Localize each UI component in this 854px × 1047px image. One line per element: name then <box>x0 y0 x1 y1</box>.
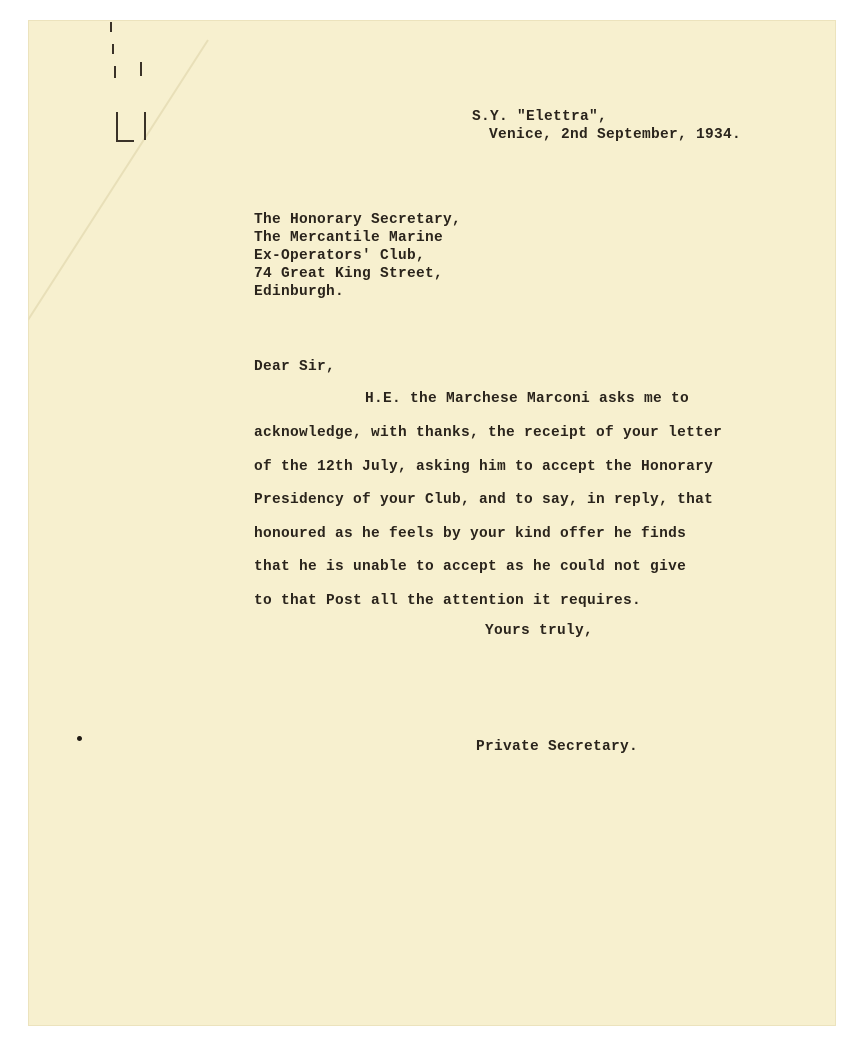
letter-paper <box>28 20 836 1026</box>
recipient-line-1: The Honorary Secretary, <box>254 212 462 228</box>
recipient-line-2: The Mercantile Marine <box>254 230 444 246</box>
recipient-line-4: 74 Great King Street, <box>254 266 444 282</box>
signature-title: Private Secretary. <box>476 739 639 755</box>
closing: Yours truly, <box>485 623 594 639</box>
body-line-6: that he is unable to accept as he could not give <box>254 559 687 575</box>
body-line-2: acknowledge, with thanks, the receipt of your letter <box>254 425 723 441</box>
recipient-line-5: Edinburgh. <box>254 284 345 300</box>
sender-location: S.Y. "Elettra", <box>472 109 608 125</box>
body-line-1: H.E. the Marchese Marconi asks me to <box>365 391 690 407</box>
body-line-5: honoured as he feels by your kind offer he finds <box>254 526 687 542</box>
body-line-7: to that Post all the attention it requires. <box>254 593 642 609</box>
body-line-3: of the 12th July, asking him to accept the Honorary <box>254 459 714 475</box>
salutation: Dear Sir, <box>254 359 336 375</box>
body-line-4: Presidency of your Club, and to say, in reply, that <box>254 492 714 508</box>
stray-ink-dot <box>77 736 82 741</box>
letter-date: Venice, 2nd September, 1934. <box>489 127 742 143</box>
recipient-line-3: Ex-Operators' Club, <box>254 248 426 264</box>
